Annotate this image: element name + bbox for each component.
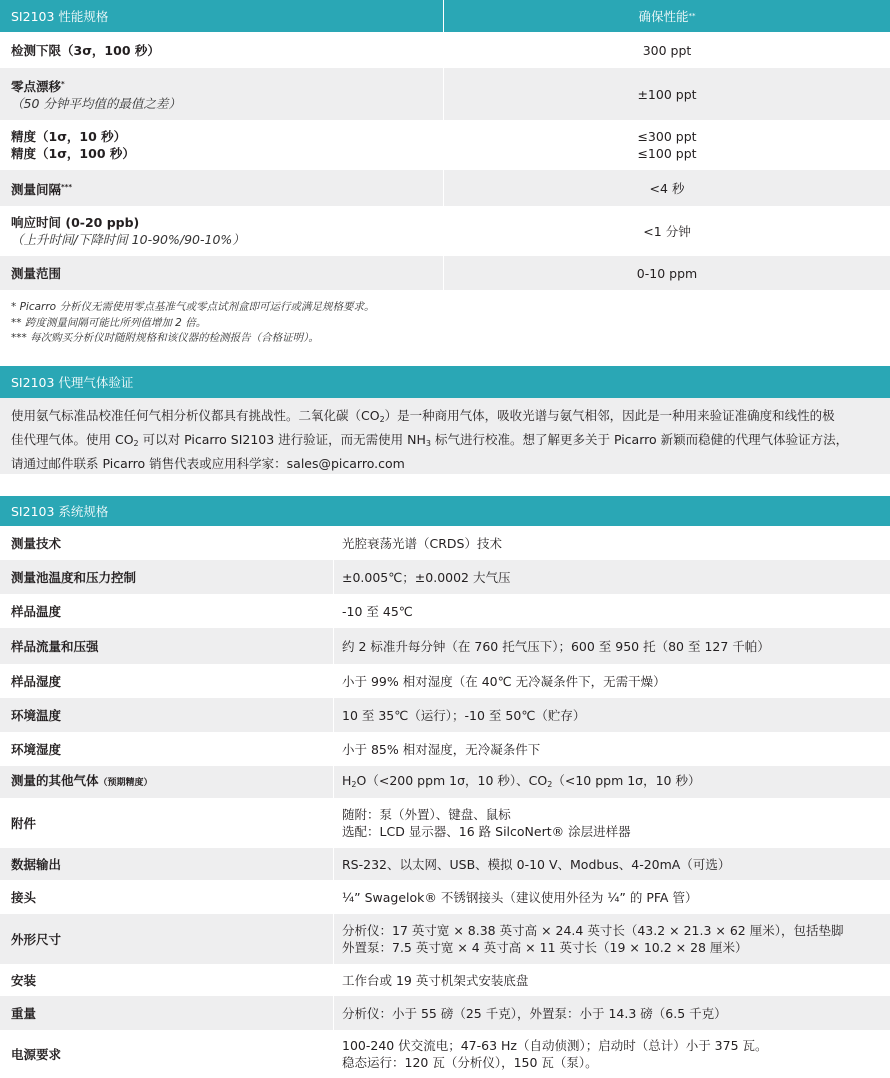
system-header-title: SI2103 系统规格 — [11, 504, 109, 519]
system-header — [0, 496, 890, 526]
sys-row-other-gases: 测量的其他气体（预期精度） $H_2O(<200$ ppm 1σ，10 秒）、$CO_2(<10$ ppm 1σ，10 秒） — [0, 766, 890, 798]
perf-row-interval: 测量间隔*** <4 秒 — [0, 170, 890, 206]
perf-row-response-time: 响应时间 (0-20 ppb) （上升时间/下降时间 10-90%/90-10%） <1 分钟 — [0, 206, 890, 256]
surrogate-header-title: SI2103 代理气体验证 — [11, 375, 134, 390]
perf-row-range: 测量范围 0-10 ppm — [0, 256, 890, 290]
sys-row-weight: 重量 分析仪：小于 55 磅（25 千克），外置泵：小于 14.3 磅（6.5 千克） — [0, 996, 890, 1030]
perf-row-detection-limit: 检测下限（3σ，100 秒） 300 ppt — [0, 32, 890, 68]
performance-header-value-col: 确保性能 ** — [638, 9, 696, 24]
surrogate-header — [0, 366, 890, 398]
sys-row-sample-flow: 样品流量和压强 约 2 标准升每分钟（在 760 托气压下）；600 至 950 托（80 至 127 千帕） — [0, 628, 890, 664]
sys-row-sample-humidity: 样品湿度 小于 99% 相对湿度（在 40℃ 无冷凝条件下，无需干燥） — [0, 664, 890, 698]
sys-row-fittings: 接头 ¼” Swagelok® 不锈钢接头（建议使用外径为 ¼” 的 PFA 管） — [0, 880, 890, 914]
sys-row-mounting: 安装 工作台或 19 英寸机架式安装底盘 — [0, 964, 890, 996]
footnote-3: *** 每次购买分析仪时随附规格和该仪器的检测报告（合格证明）。 — [11, 332, 319, 344]
sys-row-ambient-temp: 环境温度 10 至 35℃（运行）；-10 至 50℃（贮存） — [0, 698, 890, 732]
sys-row-cell-control: 测量池温度和压力控制 ±0.005℃；±0.0002 大气压 — [0, 560, 890, 594]
surrogate-paragraph: 使用氨气标准品校准任何气相分析仪都具有挑战性。二氧化碳$(CO_2)$是一种商用气体，吸收光谱与氨气相邻，因此是一种用来验证准确度和线性的极 佳代理气体。使用 $CO_2$ 可以对 Picarro SI2103 进行验证，而无需使用 $NH_3$ 标气进行校准。想了解更多关于 Picarro 新颖而稳健的代理气体验证方法， 请通过邮件联系 Picarro 销售代表或应用科学家：sales@picarro.com — [0, 398, 890, 474]
sys-row-technology: 测量技术 光腔衰荡光谱（CRDS）技术 — [0, 526, 890, 560]
perf-row-precision: 精度（1σ，10 秒） 精度（1σ，100 秒） ≤300 ppt ≤100 ppt — [0, 120, 890, 170]
sys-row-dimensions: 外形尺寸 分析仪：17 英寸宽 × 8.38 英寸高 × 24.4 英寸长（43.2 × 21.3 × 62 厘米），包括垫脚 外置泵：7.5 英寸宽 × 4 英寸高 × 11 英寸长（19 × 10.2 × 28 厘米） — [0, 914, 890, 964]
performance-header — [0, 0, 890, 32]
sys-row-sample-temp: 样品温度 -10 至 45℃ — [0, 594, 890, 628]
performance-header-title: SI2103 性能规格 — [11, 9, 109, 24]
perf-row-zero-drift: 零点漂移* （50 分钟平均值的最值之差） ±100 ppt — [0, 68, 890, 120]
footnote-2: ** 跨度测量间隔可能比所列值增加 2 倍。 — [11, 316, 207, 329]
sys-row-accessories: 附件 随附：泵（外置）、键盘、鼠标 选配：LCD 显示器、16 路 SilcoNert® 涂层进样器 — [0, 798, 890, 848]
performance-footnotes — [11, 300, 374, 347]
sys-row-data-output: 数据输出 RS-232、以太网、USB、模拟 0-10 V、Modbus、4-20mA（可选） — [0, 848, 890, 880]
sys-row-power: 电源要求 100-240 伏交流电；47-63 Hz（自动侦测）；启动时（总计）小于 375 瓦。 稳态运行：120 瓦（分析仪），150 瓦（泵）。 — [0, 1030, 890, 1078]
footnote-1: * Picarro 分析仪无需使用零点基准气或零点试剂盒即可运行或满足规格要求。 — [11, 301, 375, 313]
sys-row-ambient-humidity: 环境湿度 小于 85% 相对湿度，无冷凝条件下 — [0, 732, 890, 766]
